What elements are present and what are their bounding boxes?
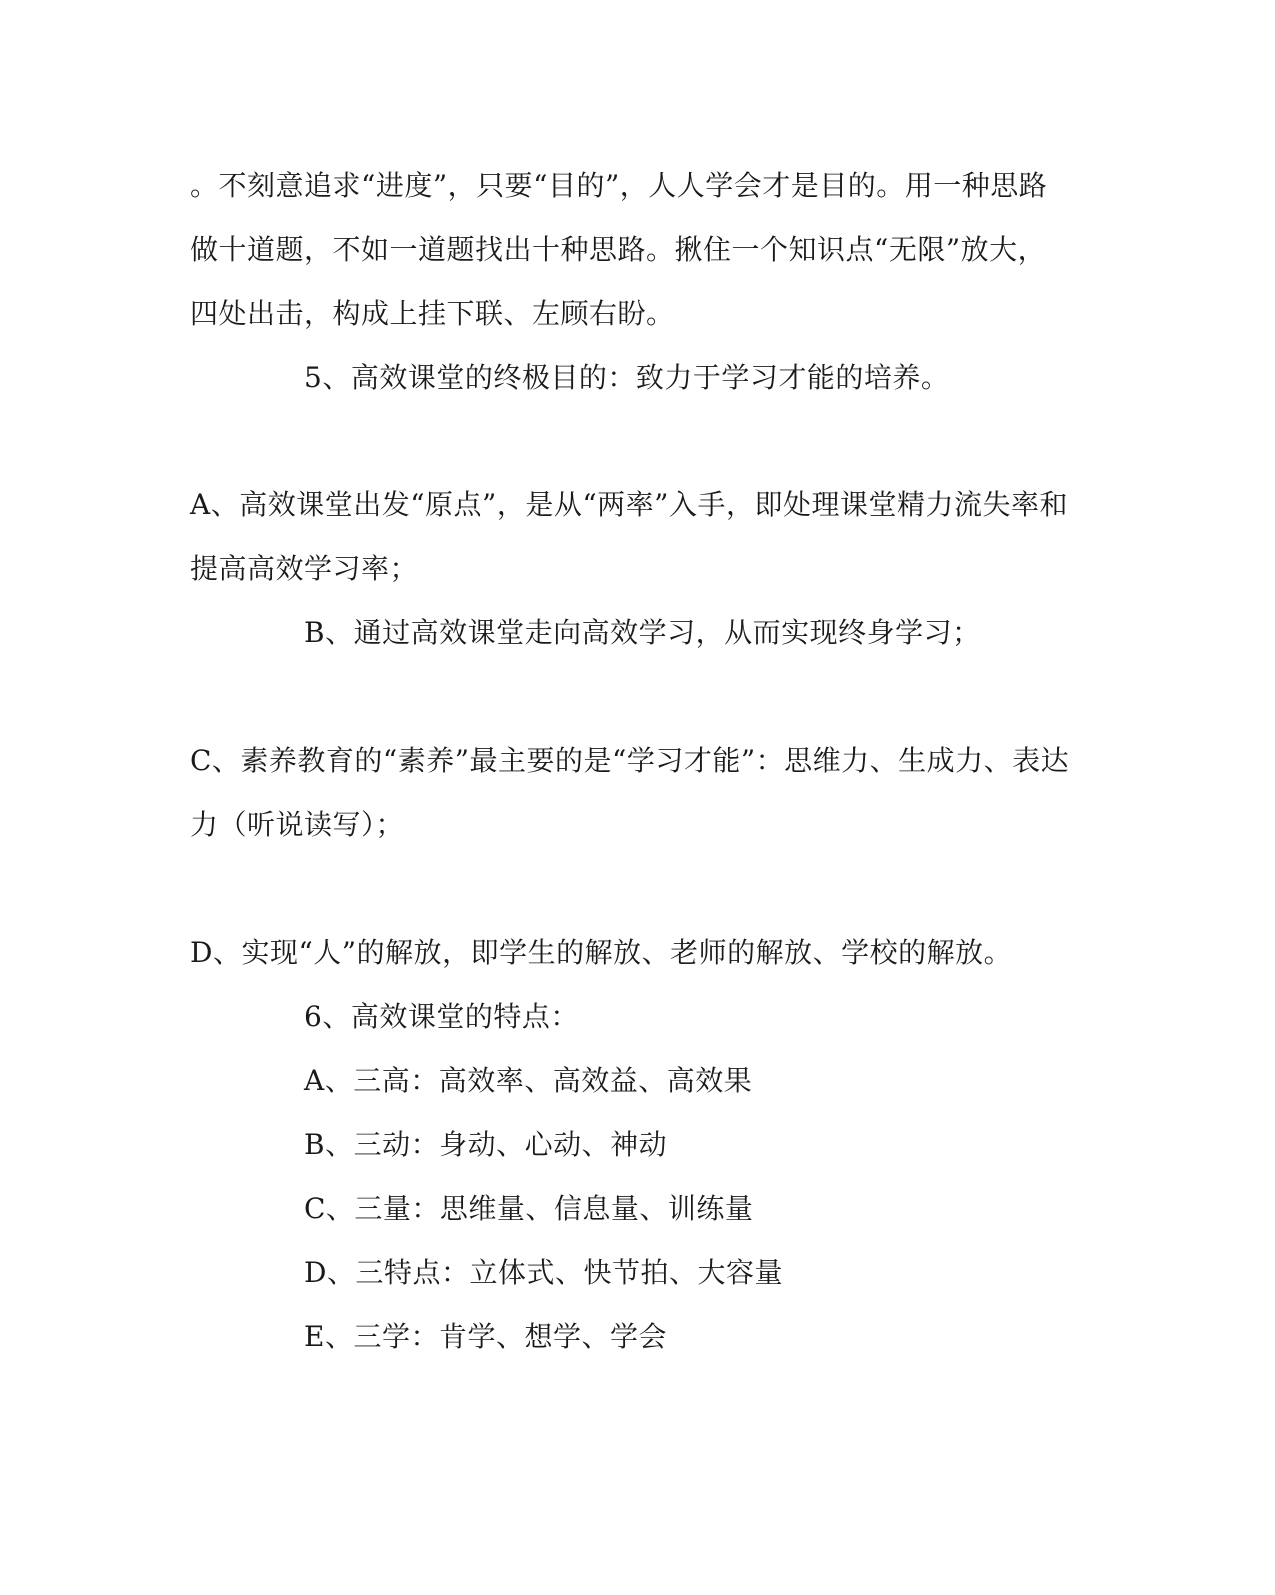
paragraph-line: 四处出击，构成上挂下联、左顾右盼。	[190, 297, 675, 330]
paragraph-line: D、实现“人”的解放，即学生的解放、老师的解放、学校的解放。	[190, 936, 1013, 969]
paragraph-line: C、素养教育的“素养”最主要的是“学习才能”：思维力、生成力、表达	[190, 744, 1070, 777]
paragraph-line: A、高效课堂出发“原点”，是从“两率”入手，即处理课堂精力流失率和	[190, 488, 1068, 521]
list-item: C、三量：思维量、信息量、训练量	[304, 1192, 754, 1225]
paragraph-line: 。不刻意追求“进度”，只要“目的”，人人学会才是目的。用一种思路	[190, 169, 1048, 202]
list-item: A、三高：高效率、高效益、高效果	[304, 1064, 753, 1097]
paragraph-line: 力（听说读写）；	[190, 808, 405, 841]
paragraph-line: 做十道题，不如一道题找出十种思路。揪住一个知识点“无限”放大，	[190, 233, 1047, 266]
list-item: D、三特点：立体式、快节拍、大容量	[304, 1256, 783, 1289]
list-item: E、三学：肯学、想学、学会	[304, 1320, 667, 1353]
paragraph-line: B、通过高效课堂走向高效学习，从而实现终身学习；	[304, 616, 981, 649]
paragraph-line: 提高高效学习率；	[190, 552, 419, 585]
section-heading: 5、高效课堂的终极目的：致力于学习才能的培养。	[304, 361, 950, 394]
list-item: B、三动：身动、心动、神动	[304, 1128, 668, 1161]
section-heading: 6、高效课堂的特点：	[304, 1000, 579, 1033]
